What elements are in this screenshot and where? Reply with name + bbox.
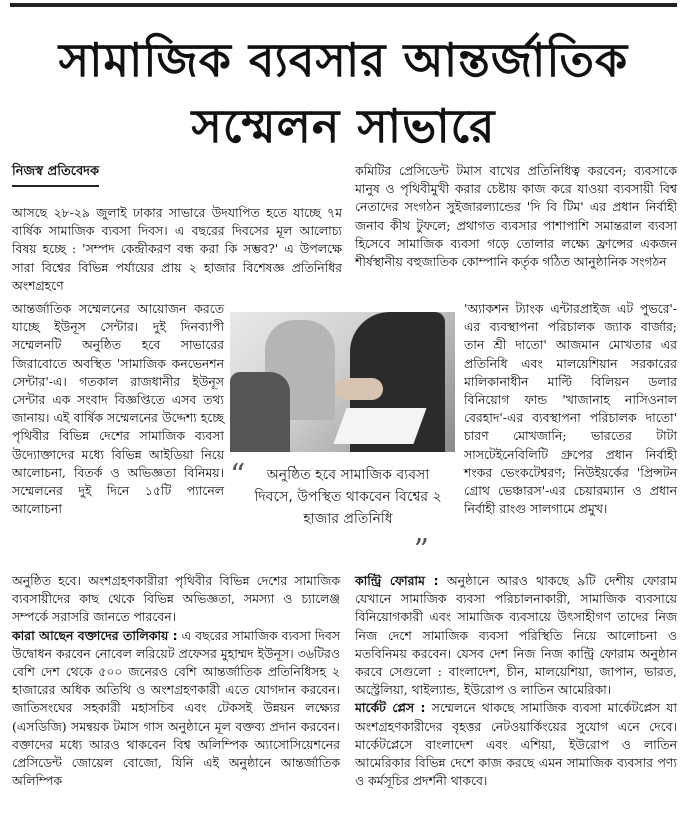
headline-line-1: সামাজিক ব্যবসার আন্তর্জাতিক	[58, 33, 629, 87]
left-bottom-text: অনুষ্ঠিত হবে। অংশগ্রহণকারীরা পৃথিবীর বিভিন্ন দেশের সামাজিক ব্যবসায়ীদের কাছ থেকে বিভিন্ন অভিজ্ঞতা, সমস্যা ও চ্যালেঞ্জ সম্পর্কে সরাসরি জানতে পারবেন।	[12, 573, 340, 625]
country-forum-body: অনুষ্ঠানে আরও থাকছে ৯টি দেশীয় ফোরাম যেখানে সামাজিক ব্যবসা পরিচালনাকারী, সামাজিক ব্যবসায়ে বিনিয়োগকারী এবং সামাজিক ব্যবসায়ে উৎসাহীগণ তাদের নিজ নিজ দেশে সামাজিক ব্যবসা পরিস্থিতি নিয়ে আলোচনা ও মতবিনিময় করবেন। যেসব দেশ নিজ নিজ কান্ট্রি ফোরাম অনুষ্ঠান করবে সেগুলো : বাংলাদেশ, চীন, মালয়েশিয়া, জাপান, ভারত, অস্ট্রেলিয়া, থাইল্যান্ড, ইউরোপ ও লাতিন আমেরিকা।	[355, 573, 677, 698]
headline-line-2: সম্মেলন সাভারে	[191, 99, 496, 153]
country-forum-heading: কান্ট্রি ফোরাম :	[355, 573, 439, 588]
quote-open-mark: “	[230, 458, 246, 493]
left-narrow-text: আন্তর্জাতিক সম্মেলনের আয়োজন করতে যাচ্ছে ইউনূস সেন্টার। দুই দিনব্যাপী সম্মেলনটি অনুষ্ঠিত হবে সাভারের জিরাবোতে অবস্থিত 'সামাজিক কনভেনশন সেন্টার'-এ। গতকাল রাজধানীর ইউনূস সেন্টার এক সংবাদ বিজ্ঞপ্তিতে এসব তথ্য জানায়। এই বার্ষিক সম্মেলনের উদ্দেশ্য হচ্ছে পৃথিবীর বিভিন্ন দেশের সামাজিক ব্যবসা উদ্যোক্তাদের মধ্যে বিভিন্ন আইডিয়া নিয়ে আলোচনা, বিতর্ক ও অভিজ্ঞতা বিনিময়। সম্মেলনের দুই দিনে ১৫টি প্যানেল আলোচনা	[12, 301, 224, 517]
photo-document	[333, 408, 426, 444]
pull-quote	[230, 458, 455, 568]
market-place-body: সম্মেলনে থাকছে সামাজিক ব্যবসা মার্কেটপ্লেস যা অংশগ্রহণকারীদের বৃহত্তর নেটওয়ার্কিংয়ের সুযোগ এনে দেবে। মার্কেটপ্লেসে বাংলাদেশ এবং এশিয়া, ইউরোপ ও লাতিন আমেরিকার বিভিন্ন দেশে কাজ করছে এমন সামাজিক ব্যবসার পণ্য ও কর্মসূচির প্রদর্শনী থাকবে।	[355, 700, 677, 789]
byline: নিজস্ব প্রতিবেদক	[12, 162, 99, 187]
intro-paragraph	[12, 204, 342, 295]
country-forum-paragraph	[355, 572, 677, 699]
speakers-body: এ বছরের সামাজিক ব্যবসা দিবস উদ্বোধন করবেন নোবেল লরিয়েট প্রফেসর মুহাম্মদ ইউনূস। ৩৬টিরও বেশি দেশ থেকে ৫০০ জনেরও বেশি আন্তর্জাতিক প্রতিনিধিসহ ২ হাজারের অধিক অতিথি ও অংশগ্রহণকারী এতে যোগদান করবেন। জাতিসংঘের সহকারী মহাসচিব এবং টেকসই উন্নয়ন লক্ষ্যের (এসডিজি) সমন্বয়ক টমাস গাস অনুষ্ঠানে মূল বক্তব্য প্রদান করবেন। বক্তাদের মধ্যে আরও থাকবেন বিশ্ব অলিম্পিক অ্যাসোসিয়েশনের প্রেসিডেন্ট জোয়েল বোজো, যিনি এই অনুষ্ঠানে আন্তর্জাতিক অলিম্পিক	[12, 627, 341, 789]
speakers-paragraph	[12, 627, 340, 791]
left-bottom-column	[12, 572, 340, 790]
photo-figure-foreground	[230, 372, 290, 452]
quote-close-mark: ”	[413, 533, 429, 568]
right-bottom-column	[355, 572, 677, 790]
right-narrow-column	[464, 300, 677, 518]
right-narrow-text: 'অ্যাকশন ট্যাংক এন্টারপ্রাইজ এট পুভরে'- এর ব্যবস্থাপনা পরিচালক জ্যাক বার্জার; তান শ্রী দাতো' আজমান মোখতার এর প্রতিনিধি এবং মালয়েশিয়ান সরকারের মালিকানাধীন মাল্টি বিলিয়ন ডলার বিনিয়োগ ফান্ড 'খাজানাহ নাসিওনাল বেরহাদ'-এর ব্যবস্থাপনা পরিচালক দাতো' চারণ মোখজানি; ভারতের টাটা সাসটেইনেবিলিটি গ্রুপের প্রধান নির্বাহী শংকর ভেংকটেশ্বরণ; নিউইয়র্কের 'প্রিন্সটন গ্রোথ ভেঞ্চারস'-এর চেয়ারম্যান ও প্রধান নির্বাহী রাংগু সালগামে প্রমুখ।	[464, 301, 677, 517]
market-place-paragraph	[355, 699, 677, 790]
pull-quote-text: অনুষ্ঠিত হবে সামাজিক ব্যবসা দিবসে, উপস্থিত থাকবেন বিশ্বের ২ হাজার প্রতিনিধি	[254, 467, 442, 527]
right-top-text: কমিটির প্রেসিডেন্ট টমাস বাখের প্রতিনিধিত্ব করবেন; ব্যবসাকে মানুষ ও পৃথিবীমুখী করার চেষ্টায় কাজ করে যাওয়া ব্যবসায়ী বিশ্ব নেতাদের সংগঠন সুইজারল্যান্ডের 'দি বি টিম' এর প্রধান নির্বাহী জনাব কীথ টুফলে; প্রথাগত ব্যবসার পাশাপাশি সমান্তরাল ব্যবসা হিসেবে সামাজিক ব্যবসা গড়ে তোলার লক্ষ্যে ফ্রান্সের একজন শীর্ষস্থানীয় বহুজাতিক কোম্পানি কর্তৃক গঠিত আনুষ্ঠানিক সংগঠন	[355, 163, 677, 270]
speakers-heading: কারা আছেন বক্তাদের তালিকায় :	[12, 627, 178, 643]
handshake-photo	[230, 312, 455, 452]
intro-text: আসছে ২৮-২৯ জুলাই ঢাকার সাভারে উদযাপিত হতে যাচ্ছে ৭ম বার্ষিক সামাজিক ব্যবসা দিবস। এ বছরের দিবসের মূল আলোচ্য বিষয় হচ্ছে : 'সম্পদ কেন্দ্রীকরণ বন্ধ করা কি সম্ভব?' এ উপলক্ষে সারা বিশ্বের বিভিন্ন পর্যায়ের প্রায় ২ হাজার বিশেষজ্ঞ প্রতিনিধির অংশগ্রহণে	[12, 205, 342, 293]
top-rule	[10, 3, 677, 7]
left-narrow-column	[12, 300, 224, 518]
photo-handshake	[335, 378, 383, 400]
market-place-heading: মার্কেট প্লেস :	[355, 700, 426, 716]
right-top-column	[355, 162, 677, 271]
